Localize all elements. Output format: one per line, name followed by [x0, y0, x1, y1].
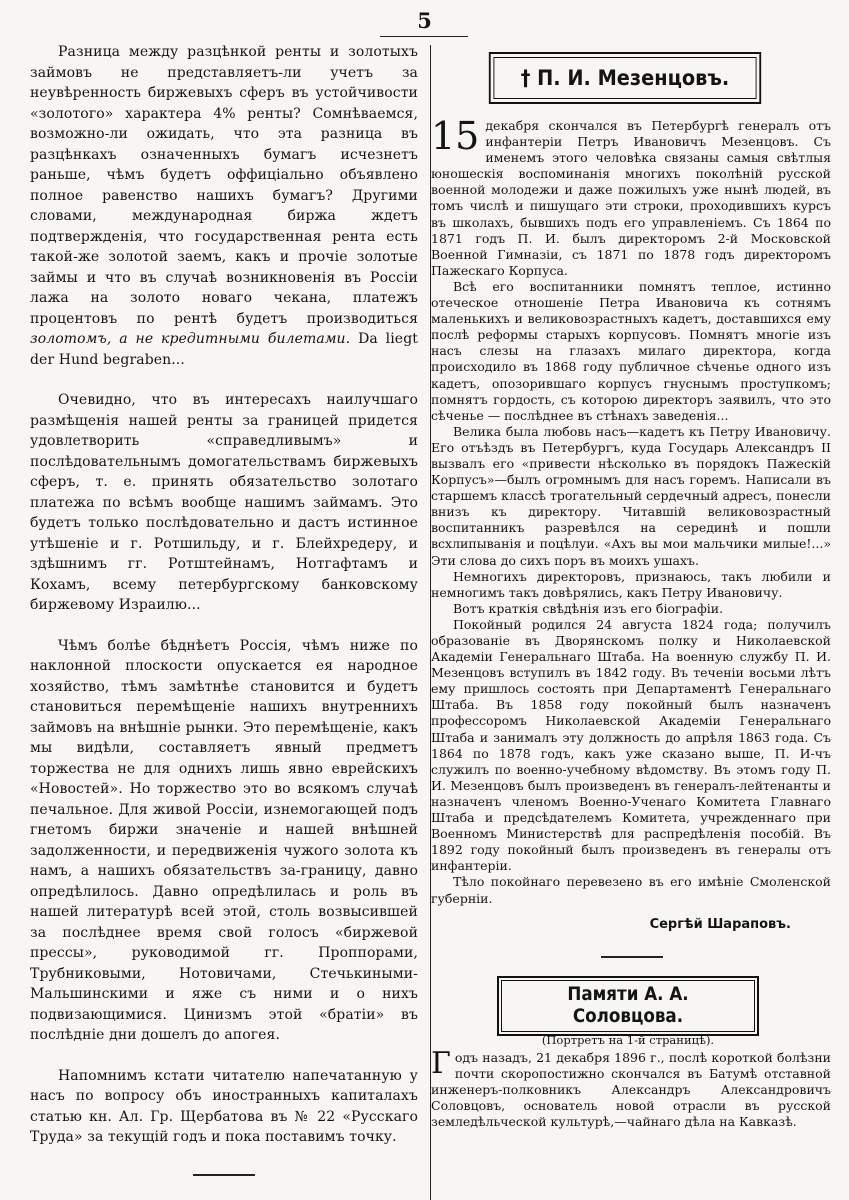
- obituary-paragraph: Покойный родился 24 августа 1824 года; получилъ образованіе въ Дворянскомъ полку и Николаевской Академіи Генеральнаго Штаба. На военную службу П. И. Мезенцовъ вступилъ въ 1842 году. Въ теченіи восьми лѣтъ ему пришлось состоять при Департаментѣ Генеральнаго Штаба. Въ 1858 году покойный былъ назначенъ профессоромъ Николаевской Академіи Генеральнаго Штаба и занималъ эту должность до апрѣля 1863 года. Съ 1864 по 1878 годъ, какъ уже сказано выше, П. И-чъ служилъ по военно-учебному вѣдомству. Въ этомъ году П. И. Мезенцовъ былъ произведенъ въ генералъ-лейтенанты и назначенъ членомъ Военно-Ученаго Комитета Главнаго Штаба и предсѣдателемъ Комитета, учрежденнаго при Военномъ Министерствѣ для распредѣленія пособій. Въ 1892 году покойный былъ произведенъ въ генералы отъ инфантеріи.: [431, 616, 831, 874]
- paragraph-4: Напомнимъ кстати читателю напечатанную у насъ по вопросу объ иностранныхъ капиталахъ статью кн. Ал. Гр. Щербатова въ № 22 «Русскаго Труда» за текущій годъ и пока поставимъ точку.: [30, 1067, 418, 1145]
- memorial-body: [431, 1045, 831, 1131]
- section-rule: [601, 956, 663, 958]
- german-phrase: Da liegt der Hund begraben...: [30, 331, 418, 368]
- obituary-paragraph: Всѣ его воспитанники помнятъ теплое, истинно отеческое отношеніе Петра Ивановича къ сотнямъ маленькихъ и великовозрастныхъ кадетъ, доставшихся ему послѣ реформы старыхъ корпусовъ. Помнятъ многіе изъ насъ слезы на глазахъ милаго директора, когда происходило въ 1868 году публичное сѣченье одного изъ кадетъ, опозорившаго корпусъ гнуснымъ проступкомъ; помнятъ гордость, съ которою директоръ заявилъ, что это сѣченье — послѣднее въ стѣнахъ заведенія...: [431, 278, 831, 423]
- header-rule: [380, 36, 468, 37]
- memorial-title: Памяти А. А. Соловцова.: [567, 982, 689, 1027]
- memorial-paragraph: Годъ назадъ, 21 декабря 1896 г., послѣ короткой болѣзни почти скоропостижно скончался въ Батумѣ отставной инженеръ-полковникъ Александръ Александровичъ Соловцовъ, основатель новой отрасли въ русской земледѣльческой культурѣ,—чайнаго дѣла на Кавказѣ.: [431, 1045, 831, 1130]
- italic-phrase: золотомъ, а не кредитными билетами.: [30, 331, 351, 347]
- obituary-paragraph: Немногихъ директоровъ, признаюсь, такъ любили и немногимъ такъ довѣрялись, какъ Петру Ивановичу.: [431, 568, 831, 600]
- obituary-dropcap: 15: [431, 114, 480, 158]
- paragraph-2: Очевидно, что въ интересахъ наилучшаго размѣщенія нашей ренты за границей придется удовлетворить «справедливымъ» и послѣдовательнымъ домогательствамъ биржевыхъ сферъ, т. е. принять обязательство золотаго платежа по всѣмъ вообще нашимъ займамъ. Это будетъ только послѣдовательно и дастъ истинное утѣшеніе и г. Ротшильду, и г. Блейхредеру, и здѣшнимъ гг. Ротштейнамъ, Нотгафтамъ и Кохамъ, всему петербургскому банковскому биржевому Израилю...: [30, 392, 418, 613]
- obituary-paragraph: Велика была любовь насъ—кадетъ къ Петру Ивановичу. Его отъѣздъ въ Петербургъ, куда Государь Александръ II вызвалъ его «привести нѣсколько въ порядокъ Пажескій Корпусъ»—былъ огромнымъ для насъ горемъ. Написали въ старшемъ классѣ трогательный сердечный адресъ, понесли внизъ къ директору. Читавшій великовозрастный воспитанникъ разревѣлся на серединѣ и пошли всхлипыванія и поцѣлуи. «Ахъ вы мои мальчики милые!...» Эти слова до сихъ поръ въ моихъ ушахъ.: [431, 423, 831, 568]
- signature: Сергѣй Шараповъ.: [649, 916, 791, 932]
- memorial-dropcap: Г: [431, 1045, 451, 1081]
- obituary-body: [431, 114, 831, 907]
- paragraph-1: Разница между разцѣнкой ренты и золотыхъ займовъ не представляетъ-ли учетъ за неувѣренность биржевыхъ сферъ въ устойчивости «золотого» характера 4% ренты? Сомнѣваемся, возможно-ли ожидать, что эта разница въ разцѣнкахъ означенныхъ бумагъ исчезнетъ раньше, чѣмъ будетъ оффиціально объявлено полное равенство нашихъ бумагъ? Другими словами, международная биржа ждетъ подтвержденія, что государственная рента есть такой-же золотой заемъ, какъ и прочіе золотые займы и что въ случаѣ возникновенія въ Россіи лажа на золото новаго чекана, платежъ процентовъ по рентѣ будетъ производиться золотомъ, а не кредитными билетами. Da liegt der Hund begraben...: [30, 44, 418, 368]
- obituary-paragraph: Вотъ краткія свѣдѣнія изъ его біографіи.: [453, 600, 724, 616]
- memorial-heading-box: [497, 976, 759, 1047]
- right-column: [431, 48, 831, 1131]
- memorial-subtitle: (Портретъ на 1-й страницѣ).: [541, 1032, 715, 1047]
- page-number: 5: [417, 8, 432, 33]
- end-rule: [193, 1174, 255, 1176]
- paragraph-3: Чѣмъ болѣе бѣднѣетъ Россія, чѣмъ ниже по наклонной плоскости опускается ея народное хозяйство, тѣмъ замѣтнѣе становится и будетъ становиться перемѣщеніе нашихъ внутреннихъ займовъ на внѣшніе рынки. Это перемѣщеніе, какъ мы видѣли, составляетъ явный предметъ торжества не для однихъ лишь явно еврейскихъ «Новостей». Но торжество это во всякомъ случаѣ печальное. Для живой Россіи, изнемогающей подъ гнетомъ биржи значеніе и нашей внѣшней задолженности, и передвиженія чужого золота къ намъ, а нашихъ обязательствъ за-границу, давно опредѣлилось. Давно опредѣлилась и роль въ нашей литературѣ всей этой, столь возвысившей за послѣднее время свой голосъ «биржевой прессы», руководимой гг. Проппорами, Трубниковыми, Нотовичами, Стечькиными-Мальшинскими и яже съ ними и о нихъ подвизающимися. Цинизмъ этой «братіи» въ послѣдніе дни дошелъ до апогея.: [30, 637, 418, 1043]
- obituary-paragraph: 15 декабря скончался въ Петербургѣ генералъ отъ инфантеріи Петръ Ивановичъ Мезенцовъ. Съ именемъ этого человѣка связаны самыя свѣтлыя юношескія воспоминанія многихъ поколѣній русской военной молодежи и даже пожилыхъ уже нынѣ людей, въ томъ числѣ и пишущаго эти строки, проходившихъ курсъ въ школахъ, бывшихъ подъ его управленіемъ. Съ 1864 по 1871 годъ П. И. былъ директоромъ 2-й Московской Военной Гимназіи, съ 1871 по 1878 годъ директоромъ Пажескаго Корпуса.: [431, 114, 831, 278]
- obituary-paragraph: Тѣло покойнаго перевезено въ его имѣніе Смоленской губерніи.: [431, 874, 831, 906]
- obituary-heading: † П. И. Мезенцовъ.: [489, 52, 761, 104]
- left-column: [30, 42, 418, 1176]
